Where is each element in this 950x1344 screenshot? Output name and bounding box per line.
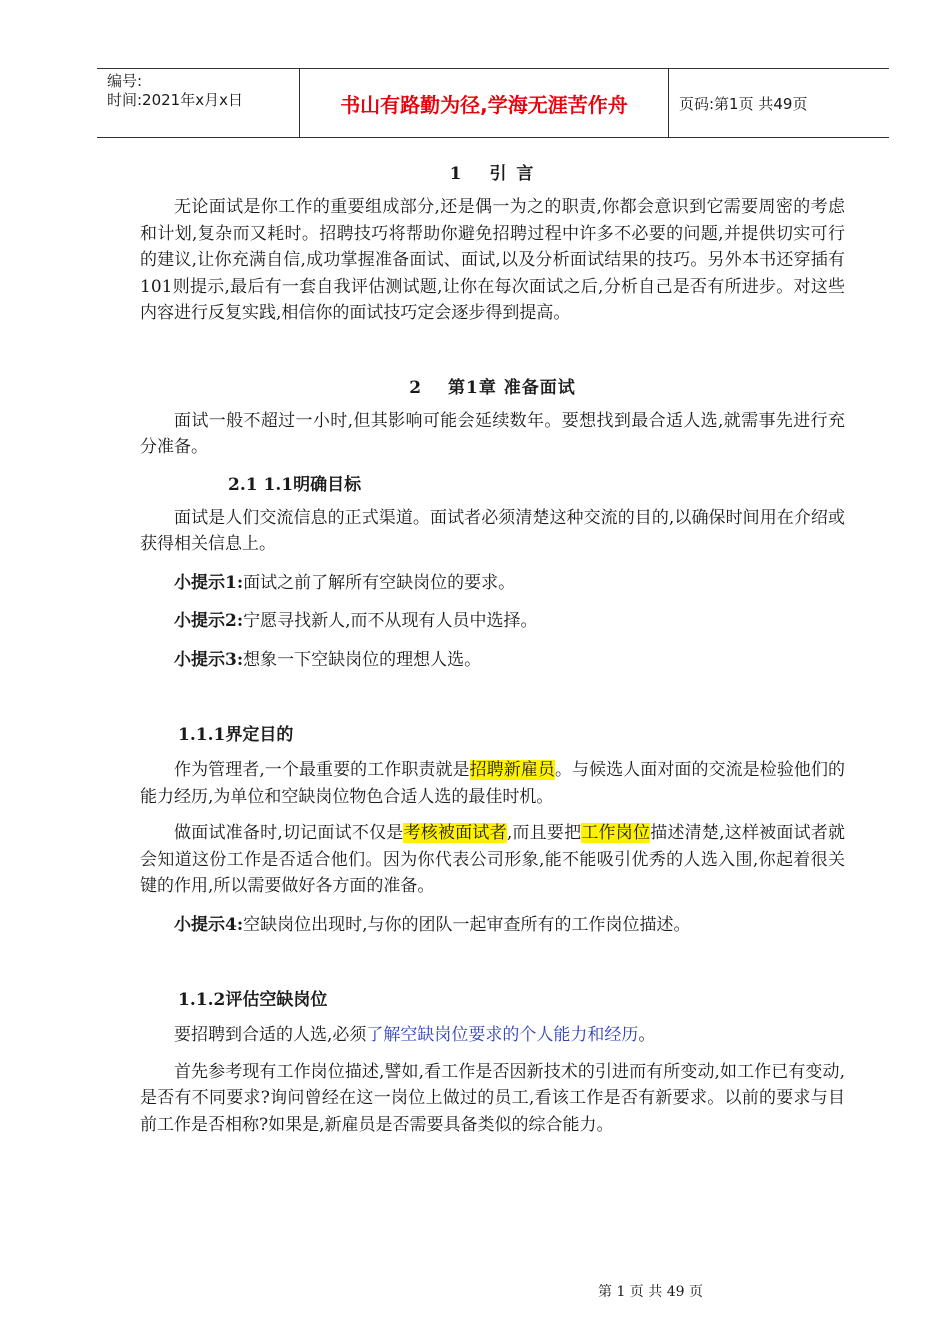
section-2-paragraph: 面试一般不超过一小时,但其影响可能会延续数年。要想找到最合适人选,就需事先进行充分准备。 bbox=[140, 410, 845, 457]
highlight-recruit: 招聘新雇员 bbox=[469, 760, 555, 780]
document-body bbox=[140, 160, 845, 1138]
section-1-1-1-heading: 1.1.1界定目的 bbox=[178, 725, 294, 745]
highlight-position: 工作岗位 bbox=[581, 823, 651, 843]
section-1-paragraph: 无论面试是你工作的重要组成部分,还是偶一为之的职责,你都会意识到它需要周密的考虑和计划,复杂而又耗时。招聘技巧将帮助你避免招聘过程中许多不必要的问题,并提供切实可行的建议,让你充满自信,成功掌握准备面试、面试,以及分析面试结果的技巧。另外本书还穿插有101则提示,最后有一套自我评估测试题,让你在每次面试之后,分析自己是否有所进步。对这些内容进行反复实践,相信你的面试技巧定会逐步得到提高。 bbox=[140, 197, 845, 323]
section-1-1-2-paragraph-1: 要招聘到合适的人选,必须了解空缺岗位要求的个人能力和经历。 bbox=[174, 1025, 656, 1045]
page-info: 页码:第1页 共49页 bbox=[679, 94, 808, 113]
tip-4: 小提示4:空缺岗位出现时,与你的团队一起审查所有的工作岗位描述。 bbox=[174, 914, 691, 935]
number-label: 编号: bbox=[107, 72, 143, 90]
section-2-heading: 2 第1章 准备面试 bbox=[409, 377, 576, 398]
page-footer: 第 1 页 共 49 页 bbox=[598, 1284, 703, 1300]
tip-1: 小提示1:面试之前了解所有空缺岗位的要求。 bbox=[174, 572, 516, 593]
header-table bbox=[97, 68, 889, 138]
link-requirements[interactable]: 了解空缺岗位要求的个人能力和经历 bbox=[366, 1025, 639, 1045]
section-2-1-paragraph: 面试是人们交流信息的正式渠道。面试者必须清楚这种交流的目的,以确保时间用在介绍或获得相关信息上。 bbox=[140, 507, 845, 554]
tip-3: 小提示3:想象一下空缺岗位的理想人选。 bbox=[174, 649, 482, 670]
header-left-cell bbox=[97, 69, 299, 137]
section-1-1-1-paragraph-2: 做面试准备时,切记面试不仅是考核被面试者,而且要把工作岗位描述清楚,这样被面试者就会知道这份工作是否适合他们。因为你代表公司形象,能不能吸引优秀的人选入围,你起着很关键的作用,所以需要做好各方面的准备。 bbox=[140, 823, 846, 896]
section-2-1-heading: 2.1 1.1明确目标 bbox=[228, 474, 362, 495]
motto: 书山有路勤为径,学海无涯苦作舟 bbox=[299, 69, 669, 137]
highlight-assess: 考核被面试者 bbox=[403, 823, 507, 843]
time-label: 时间:2021年x月x日 bbox=[107, 91, 243, 109]
section-1-1-1-paragraph-1: 作为管理者,一个最重要的工作职责就是招聘新雇员。与候选人面对面的交流是检验他们的能力经历,为单位和空缺岗位物色合适人选的最佳时机。 bbox=[140, 760, 846, 807]
section-1-1-2-heading: 1.1.2评估空缺岗位 bbox=[178, 990, 328, 1010]
tip-2: 小提示2:宁愿寻找新人,而不从现有人员中选择。 bbox=[174, 611, 538, 631]
section-1-1-2-paragraph-2: 首先参考现有工作岗位描述,譬如,看工作是否因新技术的引进而有所变动,如工作已有变动,是否有不同要求?询问曾经在这一岗位上做过的员工,看该工作是否有新要求。以前的要求与目前工作是否相称?如果是,新雇员是否需要具备类似的综合能力。 bbox=[140, 1061, 845, 1135]
section-1-heading: 1 引 言 bbox=[449, 164, 536, 184]
